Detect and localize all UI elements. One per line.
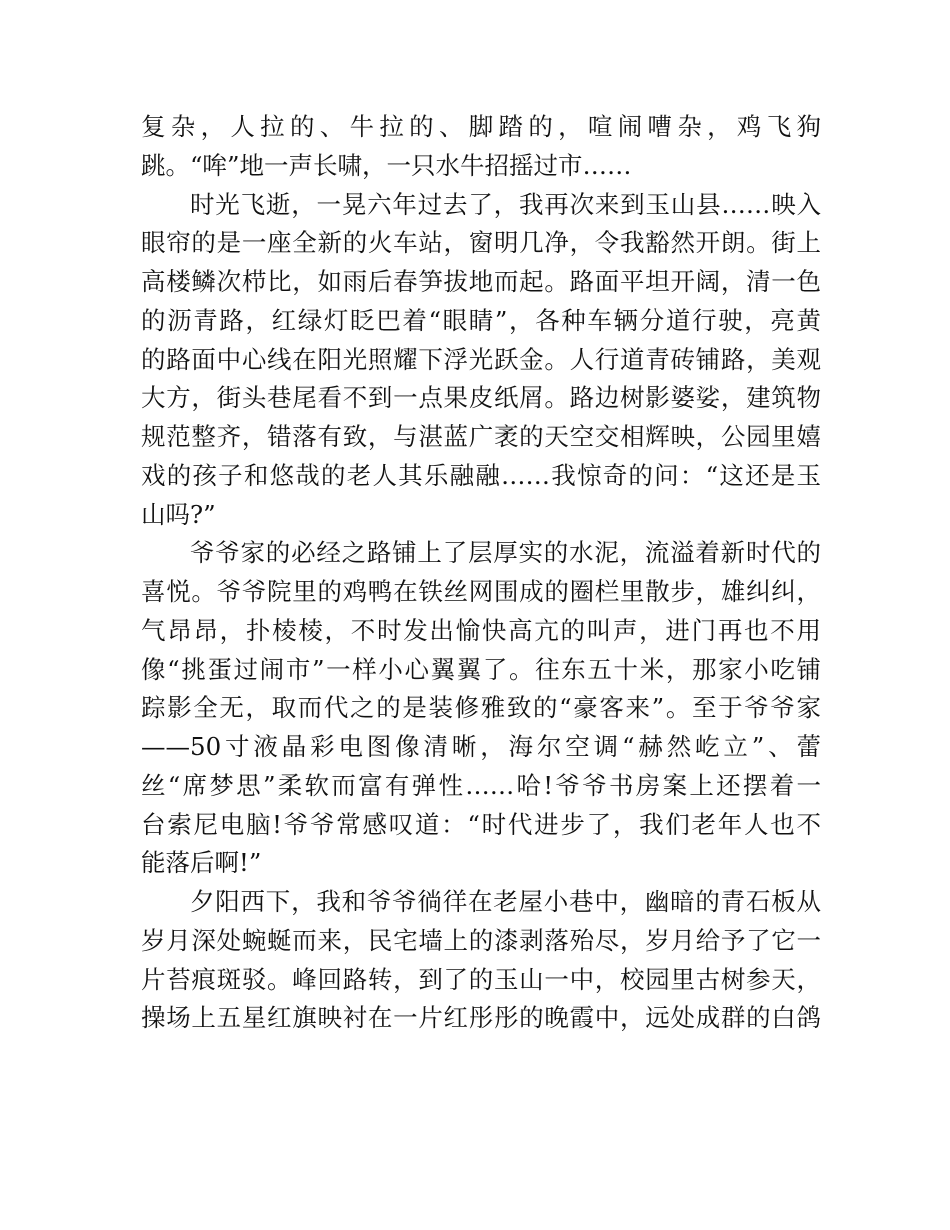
text-line: 戏的孩子和悠哉的老人其乐融融……我惊奇的问：“这还是玉: [141, 460, 821, 490]
text-line: 跳。“哞”地一声长啸，一只水牛招摇过市……: [141, 150, 632, 180]
text-line: 时光飞逝，一晃六年过去了，我再次来到玉山县……映入: [190, 189, 821, 219]
text-line: 片苔痕斑驳。峰回路转，到了的玉山一中，校园里古树参天，: [141, 964, 821, 994]
text-line: 岁月深处蜿蜒而来，民宅墙上的漆剥落殆尽，岁月给予了它一: [141, 925, 821, 955]
text-line: 复杂，人拉的、牛拉的、脚踏的，喧闹嘈杂，鸡飞狗: [141, 112, 821, 141]
article-body: [141, 108, 821, 1038]
text-line: 踪影全无，取而代之的是装修雅致的“豪客来”。至于爷爷家: [141, 693, 821, 723]
text-line: 山吗?”: [141, 499, 216, 529]
text-line: 台索尼电脑!爷爷常感叹道：“时代进步了，我们老年人也不: [141, 809, 821, 839]
text-line: 眼帘的是一座全新的火车站，窗明几净，令我豁然开朗。街上: [141, 228, 821, 258]
text-line: 操场上五星红旗映衬在一片红彤彤的晚霞中，远处成群的白鸽: [141, 1003, 821, 1033]
text-line: 像“挑蛋过闹市”一样小心翼翼了。往东五十米，那家小吃铺: [141, 654, 821, 684]
text-line: 夕阳西下，我和爷爷徜徉在老屋小巷中，幽暗的青石板从: [190, 887, 821, 916]
text-line: 丝“席梦思”柔软而富有弹性……哈!爷爷书房案上还摆着一: [141, 770, 821, 800]
text-line: 规范整齐，错落有致，与湛蓝广袤的天空交相辉映，公园里嬉: [141, 422, 821, 451]
text-line: 高楼鳞次栉比，如雨后春笋拔地而起。路面平坦开阔，清一色: [141, 267, 821, 296]
text-line: 喜悦。爷爷院里的鸡鸭在铁丝网围成的圈栏里散步，雄纠纠，: [141, 577, 821, 606]
text-line: 气昂昂，扑棱棱，不时发出愉快高亢的叫声，进门再也不用: [141, 615, 821, 645]
text-line: 的沥青路，红绿灯眨巴着“眼睛”，各种车辆分道行驶，亮黄: [141, 305, 821, 335]
text-line: 大方，街头巷尾看不到一点果皮纸屑。路边树影婆娑，建筑物: [141, 383, 821, 413]
text-line: 爷爷家的必经之路铺上了层厚实的水泥，流溢着新时代的: [190, 538, 821, 568]
text-line: ——50寸液晶彩电图像清晰，海尔空调“赫然屹立”、蕾: [141, 732, 821, 761]
text-line: 能落后啊!”: [141, 848, 262, 878]
text-line: 的路面中心线在阳光照耀下浮光跃金。人行道青砖铺路，美观: [141, 344, 821, 374]
